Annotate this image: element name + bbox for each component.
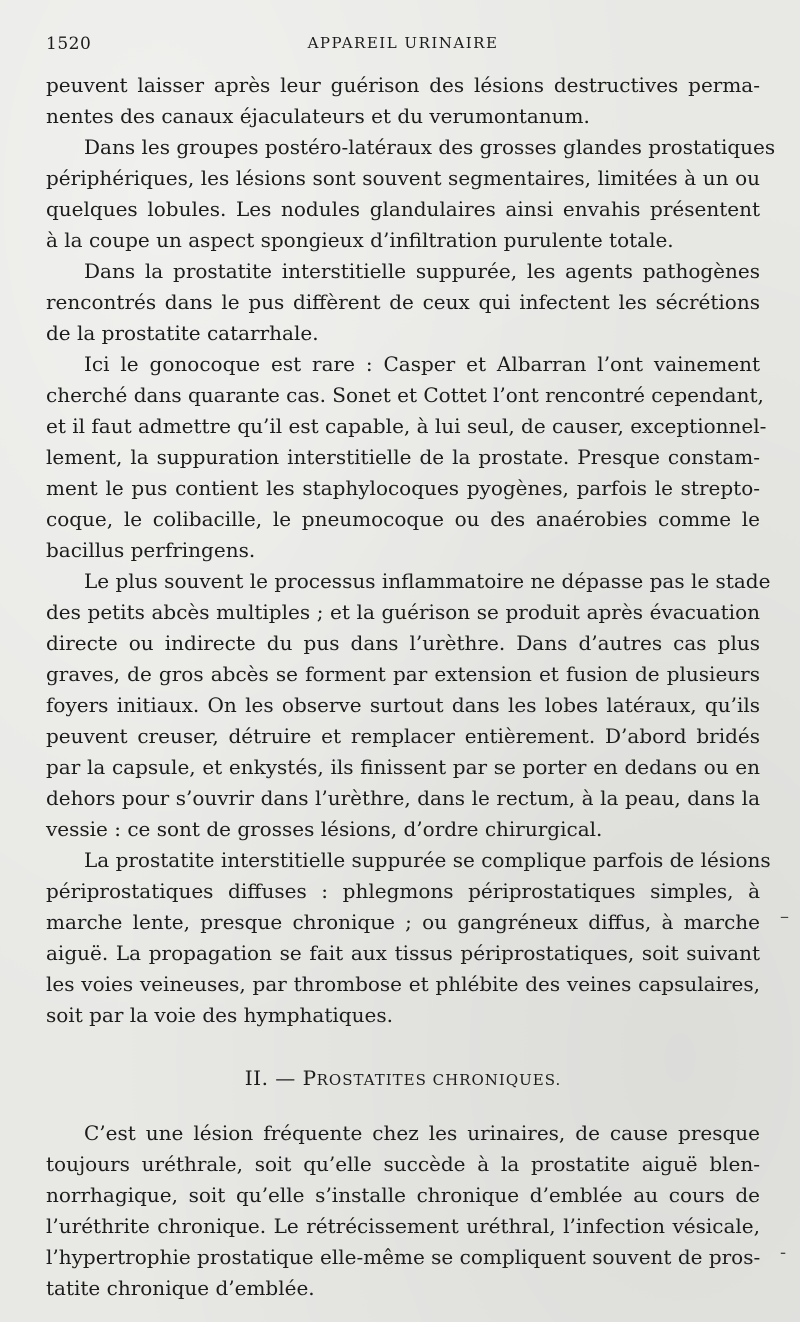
text-line: C’est une lésion fréquente chez les urinaires, de cause presque bbox=[84, 1121, 760, 1145]
text-line: ment le pus contient les staphylocoques pyogènes, parfois le strepto- bbox=[46, 476, 760, 500]
section-title-rest: ROSTATITES CHRONIQUES. bbox=[316, 1071, 562, 1089]
text-line: dehors pour s’ouvrir dans l’urèthre, dans le rectum, à la peau, dans la bbox=[46, 786, 760, 810]
text-line: l’hypertrophie prostatique elle-même se compliquent souvent de pros- bbox=[46, 1245, 761, 1269]
text-line: Dans les groupes postéro-latéraux des grosses glandes prostatiques bbox=[84, 135, 776, 159]
text-line: l’uréthrite chronique. Le rétrécissement uréthral, l’infection vésicale, bbox=[46, 1214, 760, 1238]
running-title: APPAREIL URINAIRE bbox=[307, 34, 499, 52]
section-number: II. — bbox=[244, 1066, 296, 1090]
text-line: bacillus perfringens. bbox=[46, 538, 256, 562]
text-line: cherché dans quarante cas. Sonet et Cottet l’ont rencontré cependant, bbox=[46, 383, 764, 407]
text-line: marche lente, presque chronique ; ou gangréneux diffus, à marche bbox=[46, 910, 760, 934]
paragraph bbox=[46, 845, 771, 1031]
margin-dash-mark: - bbox=[780, 1242, 787, 1263]
text-line: peuvent laisser après leur guérison des lésions destructives perma- bbox=[46, 73, 760, 97]
paragraph bbox=[46, 70, 760, 132]
text-line: rencontrés dans le pus diffèrent de ceux qui infectent les sécrétions bbox=[46, 290, 760, 314]
paragraph bbox=[46, 132, 776, 256]
body-text bbox=[46, 70, 776, 1031]
text-line: les voies veineuses, par thrombose et phlébite des veines capsulaires, bbox=[46, 972, 760, 996]
page-header bbox=[46, 34, 760, 60]
text-line: tatite chronique d’emblée. bbox=[46, 1276, 315, 1300]
text-line: Dans la prostatite interstitielle suppurée, les agents pathogènes bbox=[84, 259, 760, 283]
margin-dash-mark: – bbox=[780, 906, 789, 927]
text-line: toujours uréthrale, soit qu’elle succède à la prostatite aiguë blen- bbox=[46, 1152, 760, 1176]
text-line: par la capsule, et enkystés, ils finissent par se porter en dedans ou en bbox=[46, 755, 760, 779]
text-line: quelques lobules. Les nodules glandulaires ainsi envahis présentent bbox=[46, 197, 760, 221]
text-line: La prostatite interstitielle suppurée se complique parfois de lésions bbox=[84, 848, 771, 872]
paragraph bbox=[46, 349, 767, 566]
text-line: et il faut admettre qu’il est capable, à lui seul, de causer, exceptionnel- bbox=[46, 414, 767, 438]
text-line: périprostatiques diffuses : phlegmons périprostatiques simples, à bbox=[46, 879, 760, 903]
text-line: Le plus souvent le processus inflammatoire ne dépasse pas le stade bbox=[84, 569, 771, 593]
page-number: 1520 bbox=[46, 34, 92, 54]
text-line: peuvent creuser, détruire et remplacer entièrement. D’abord bridés bbox=[46, 724, 760, 748]
paragraph bbox=[46, 566, 771, 845]
paragraph bbox=[46, 256, 760, 349]
text-line: aiguë. La propagation se fait aux tissus périprostatiques, soit suivant bbox=[46, 941, 760, 965]
section-title bbox=[303, 1066, 562, 1090]
text-line: foyers initiaux. On les observe surtout dans les lobes latéraux, qu’ils bbox=[46, 693, 760, 717]
text-line: de la prostatite catarrhale. bbox=[46, 321, 319, 345]
text-line: norrhagique, soit qu’elle s’installe chronique d’emblée au cours de bbox=[46, 1183, 760, 1207]
text-line: directe ou indirecte du pus dans l’urèthre. Dans d’autres cas plus bbox=[46, 631, 760, 655]
text-line: à la coupe un aspect spongieux d’infiltration purulente totale. bbox=[46, 228, 674, 252]
text-line: graves, de gros abcès se forment par extension et fusion de plusieurs bbox=[46, 662, 760, 686]
text-line: Ici le gonocoque est rare : Casper et Albarran l’ont vainement bbox=[84, 352, 760, 376]
text-line: périphériques, les lésions sont souvent segmentaires, limitées à un ou bbox=[46, 166, 760, 190]
text-line: coque, le colibacille, le pneumocoque ou des anaérobies comme le bbox=[46, 507, 760, 531]
paragraph bbox=[46, 1118, 760, 1304]
text-line: vessie : ce sont de grosses lésions, d’ordre chirurgical. bbox=[46, 817, 603, 841]
text-line: soit par la voie des hymphatiques. bbox=[46, 1003, 393, 1027]
section-body-text bbox=[46, 1118, 760, 1304]
text-line: nentes des canaux éjaculateurs et du verumontanum. bbox=[46, 104, 590, 128]
section-title-capital: P bbox=[302, 1066, 317, 1090]
text-line: lement, la suppuration interstitielle de la prostate. Presque constam- bbox=[46, 445, 760, 469]
text-line: des petits abcès multiples ; et la guérison se produit après évacuation bbox=[46, 600, 760, 624]
section-heading bbox=[46, 1066, 760, 1090]
